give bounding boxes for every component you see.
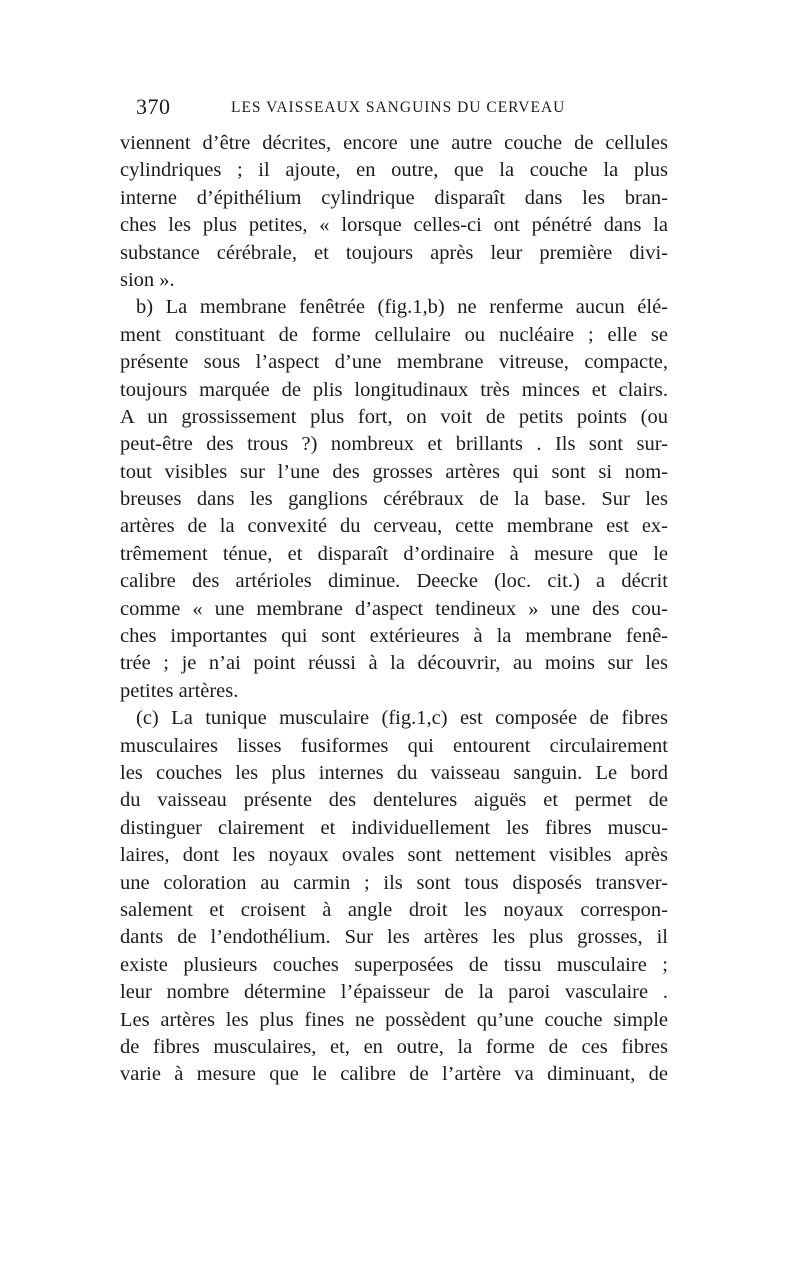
text-line: ches importantes qui sont extérieures à la membrane fenê- xyxy=(120,625,668,648)
text-line: trêmement ténue, et disparaît d’ordinaire à mesure que le xyxy=(120,542,668,565)
body-text xyxy=(120,130,668,1089)
text-line: peut-être des trous ?) nombreux et brillants . Ils sont sur- xyxy=(120,433,668,456)
text-line: existe plusieurs couches superposées de tissu musculaire ; xyxy=(120,953,668,976)
running-head: LES VAISSEAUX SANGUINS DU CERVEAU xyxy=(231,99,566,116)
text-line: breuses dans les ganglions cérébraux de la base. Sur les xyxy=(120,488,668,511)
text-line: artères de la convexité du cerveau, cette membrane est ex- xyxy=(120,515,668,538)
text-line: sion ». xyxy=(120,268,175,291)
text-line: viennent d’être décrites, encore une autre couche de cellules xyxy=(120,132,668,154)
text-line: dants de l’endothélium. Sur les artères les plus grosses, il xyxy=(120,926,668,949)
text-line: une coloration au carmin ; ils sont tous disposés transver- xyxy=(120,871,668,894)
text-line: de fibres musculaires, et, en outre, la forme de ces fibres xyxy=(120,1035,668,1058)
text-line: cylindriques ; il ajoute, en outre, que la couche la plus xyxy=(120,159,668,182)
text-line: salement et croisent à angle droit les noyaux correspon- xyxy=(120,898,668,921)
text-line: varie à mesure que le calibre de l’artère va diminuant, de xyxy=(120,1063,668,1086)
text-line: comme « une membrane d’aspect tendineux » une des cou- xyxy=(120,597,668,620)
text-line: Les artères les plus fines ne possèdent qu’une couche simple xyxy=(120,1008,668,1031)
text-line: tout visibles sur l’une des grosses artères qui sont si nom- xyxy=(120,460,668,483)
text-line: calibre des artérioles diminue. Deecke (loc. cit.) a décrit xyxy=(120,570,668,593)
text-line: interne d’épithélium cylindrique disparaît dans les bran- xyxy=(120,186,668,209)
text-line: présente sous l’aspect d’une membrane vitreuse, compacte, xyxy=(120,351,668,374)
text-line: substance cérébrale, et toujours après leur première divi- xyxy=(120,241,668,264)
text-line: musculaires lisses fusiformes qui entourent circulairement xyxy=(120,734,668,757)
text-line: (c) La tunique musculaire (fig.1,c) est composée de fibres xyxy=(136,707,668,730)
text-line: A un grossissement plus fort, on voit de petits points (ou xyxy=(120,405,668,428)
text-line: ment constituant de forme cellulaire ou nucléaire ; elle se xyxy=(120,323,668,346)
page-number: 370 xyxy=(136,94,171,119)
text-line: distinguer clairement et individuellement les fibres muscu- xyxy=(120,816,668,839)
text-line: ches les plus petites, « lorsque celles-ci ont pénétré dans la xyxy=(120,214,668,237)
text-line: b) La membrane fenêtrée (fig.1,b) ne renferme aucun élé- xyxy=(136,296,668,319)
text-line: petites artères. xyxy=(120,679,239,702)
page-header xyxy=(136,94,676,124)
text-line: trée ; je n’ai point réussi à la découvrir, au moins sur les xyxy=(120,652,668,675)
text-line: les couches les plus internes du vaisseau sanguin. Le bord xyxy=(120,761,668,784)
text-line: laires, dont les noyaux ovales sont nettement visibles après xyxy=(120,844,668,867)
text-line: leur nombre détermine l’épaisseur de la paroi vasculaire . xyxy=(120,981,668,1004)
text-line: toujours marquée de plis longitudinaux très minces et clairs. xyxy=(120,378,668,401)
text-line: du vaisseau présente des dentelures aiguës et permet de xyxy=(120,789,668,812)
